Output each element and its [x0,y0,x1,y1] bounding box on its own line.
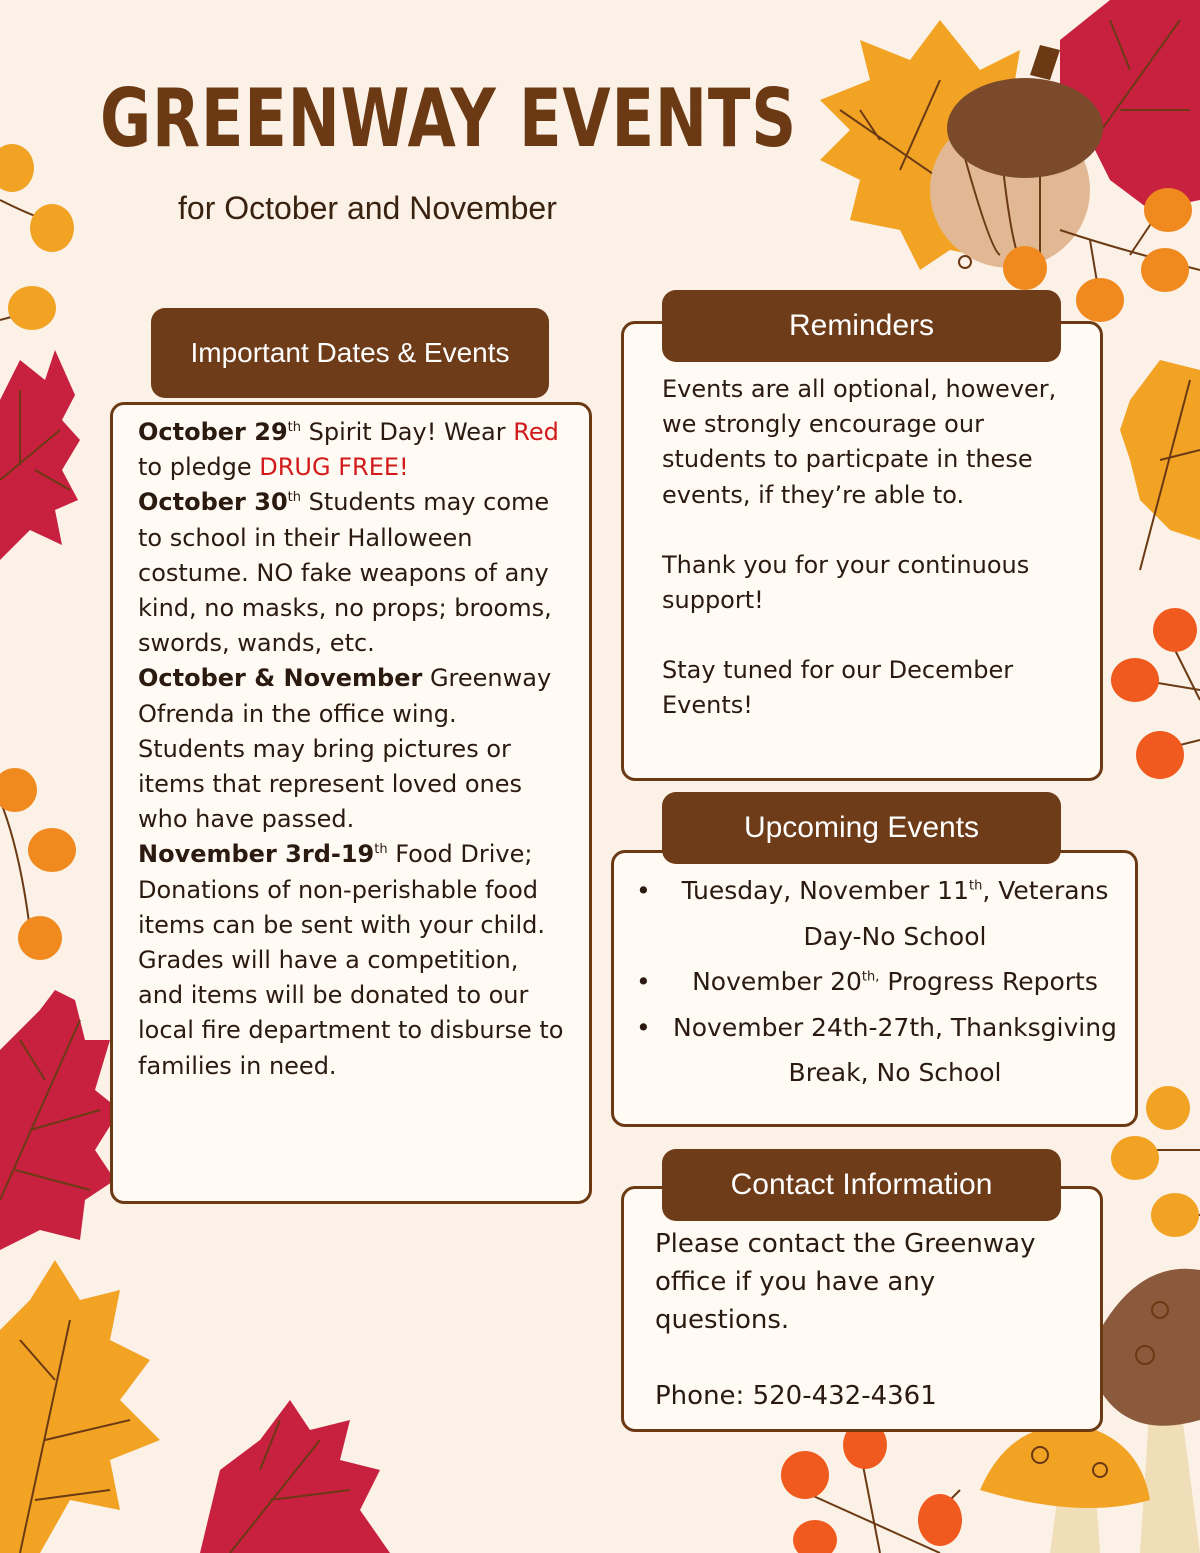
bullet: • [636,876,651,905]
date-suffix: th [968,878,983,894]
upcoming-text: November 24th-27th, Thanksgiving Break, No School [673,1012,1117,1087]
drug-free-highlight: DRUG FREE! [259,453,409,482]
list-item [630,868,1130,959]
red-highlight: Red [513,418,559,446]
important-dates-list [138,415,568,1084]
event-october-30 [138,488,552,657]
event-october-november [138,664,551,833]
list-item [630,1005,1130,1096]
event-date: October & November [138,664,423,693]
red-leaf-bottom-center [200,1400,390,1553]
event-date: October 30 [138,488,288,517]
upcoming-text: November 20 [692,967,862,996]
upcoming-text: , Veterans Day-No School [803,876,1109,951]
red-leaf-bottom-left [0,990,120,1250]
upcoming-events-list [630,868,1130,1096]
reminders-content [662,372,1082,724]
bullet: • [636,967,651,996]
date-suffix: th [287,490,301,506]
contact-heading: Contact Information [662,1149,1061,1221]
event-date: November 3rd-19 [138,840,375,869]
event-text: Greenway Ofrenda in the office wing. Students may bring pictures or items that represent loved ones who have passed. [138,664,552,834]
date-suffix: th, [861,969,880,985]
upcoming-events-heading: Upcoming Events [662,792,1061,864]
date-suffix: th [287,420,301,435]
upcoming-text: Progress Reports [879,967,1098,996]
berry-branch-left [0,768,76,960]
list-item [630,959,1130,1005]
page-subtitle: for October and November [178,190,557,226]
bullet: • [636,1012,651,1042]
red-leaf-left [0,350,80,560]
event-october-29 [138,418,559,481]
contact-phone: Phone: 520-432-4361 [655,1381,937,1411]
berry-branch-right-middle [1111,608,1200,779]
page-title: GREENWAY EVENTS [100,72,797,165]
contact-message: Please contact the Greenway office if you have any questions. [655,1229,1036,1335]
event-date: October 29 [138,418,288,446]
important-dates-heading: Important Dates & Events [151,308,549,398]
event-food-drive [138,840,563,1079]
date-suffix: th [374,842,388,858]
reminder-paragraph: Events are all optional, however, we strongly encourage our students to particpate in these events, if they’re able to. [662,375,1057,509]
berry-branch-bottom [781,1421,962,1553]
reminder-paragraph: Stay tuned for our December Events! [662,656,1014,720]
reminders-heading: Reminders [662,290,1061,362]
orange-leaf-bottom-left [0,1260,160,1553]
berry-branch-top-left [0,144,74,330]
event-text: Students may come to school in their Halloween costume. NO fake weapons of any kind, no masks, no props; brooms, swords, wands, etc. [138,488,552,658]
contact-content [655,1225,1075,1415]
upcoming-text: Tuesday, November 11 [681,876,969,905]
reminder-paragraph: Thank you for your continuous support! [662,550,1030,615]
event-text: Spirit Day! Wear [300,418,514,446]
event-text: Food Drive; Donations of non-perishable food items can be sent with your child. Grades will have a competition, and items will be donated to our local fire department to disburse to families in need. [138,840,564,1080]
event-text: to pledge [138,453,260,482]
orange-leaf-right [1120,360,1200,570]
